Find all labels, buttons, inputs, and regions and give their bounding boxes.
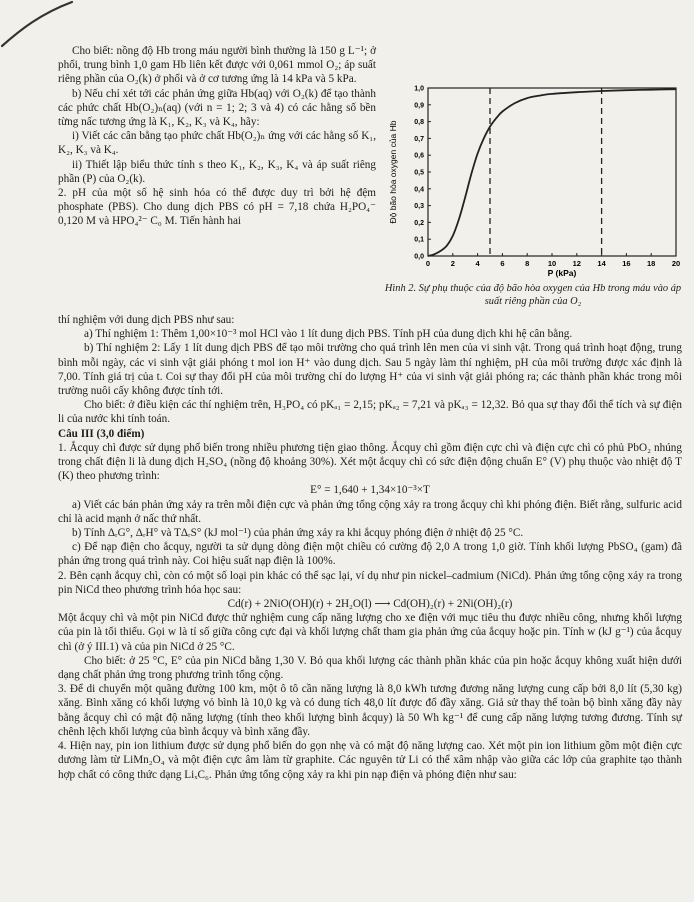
y-tick-label: 0,8: [414, 119, 424, 127]
body-paragraph: a) Thí nghiệm 1: Thêm 1,00×10⁻³ mol HCl vào 1 lít dung dịch PBS. Tính pH của dung dịch khi hệ cân bằng.: [84, 328, 573, 341]
body-paragraph: c) Để nạp điện cho ắcquy, người ta sử dụng dòng điện một chiều có cường độ 2,0 A trong 1,0 giờ. Tính khối lượng PbSO₄ (gam) đã phản ứng trong quá trình này. Coi hiệu suất nạp điện là 100%.: [58, 541, 682, 568]
y-tick-label: 0,5: [414, 169, 424, 177]
body-paragraph: a) Viết các bán phản ứng xảy ra trên mỗi điện cực và phản ứng tổng cộng xảy ra trong ắcquy chì khi phóng điện. Biết rằng, sulfuric acid chỉ là acid mạnh ở nấc thứ nhất.: [58, 498, 682, 525]
body-paragraph: 1. Ắcquy chì được sử dụng phổ biến trong nhiều phương tiện giao thông. Ắcquy chì gồm điện cực chì và điện cực chì có phủ PbO₂ nhúng trong chất điện li là dung dịch H₂SO₄ (nồng độ khoảng 30%). Xét một ắcquy chì có sức điện động chuẩn E° (V) phụ thuộc vào nhiệt độ T (K) theo phương trình:: [58, 441, 682, 483]
body-paragraph: 2. Bên cạnh ắcquy chì, còn có một số loại pin khác có thể sạc lại, ví dụ như pin nickel–cadmium (NiCd). Phản ứng tổng cộng xảy ra trong pin NiCd theo phương trình hóa học sau:: [58, 569, 682, 596]
y-tick-label: 0,1: [414, 236, 424, 244]
body-paragraph: thí nghiệm với dung dịch PBS như sau:: [58, 314, 235, 326]
x-tick-label: 14: [597, 259, 606, 268]
x-tick-label: 10: [547, 259, 557, 268]
x-tick-label: 12: [572, 259, 581, 268]
figure-caption: Hình 2. Sự phụ thuộc của độ bão hòa oxygen của Hb trong máu vào áp suất riêng phần của O₂: [384, 283, 682, 307]
y-tick-label: 0,7: [414, 135, 424, 143]
question-b-i-paragraph: i) Viết các cân bằng tạo phức chất Hb(O₂)ₙ ứng với các hằng số K₁, K₂, K₃ và K₄.: [58, 130, 376, 157]
y-tick-label: 1,0: [414, 85, 424, 93]
y-tick-label: 0,3: [414, 203, 424, 211]
x-tick-label: 6: [500, 259, 505, 268]
x-tick-label: 4: [475, 259, 480, 268]
oxygen-saturation-figure: [384, 80, 684, 280]
given-data-paragraph: Cho biết: nồng độ Hb trong máu người bình thường là 150 g L⁻¹; ở phổi, trung bình 1,0 gam Hb liên kết được với 0,061 mmol O₂; áp suất riêng phần của O₂(k) ở phổi và ở cơ tương ứng là 14 kPa và 5 kPa.: [58, 45, 376, 86]
x-tick-label: 18: [647, 259, 656, 268]
left-column-text: [58, 44, 376, 229]
pbs-intro-paragraph: 2. pH của một số hệ sinh hóa có thể được duy trì bởi hệ đệm phosphate (PBS). Cho dung dịch PBS có pH = 7,18 chứa H₂PO₄⁻ 0,120 M và HPO₄²⁻ C₀ M. Tiến hành hai: [58, 187, 376, 228]
body-paragraph: Một ắcquy chì và một pin NiCd được thử nghiệm cung cấp năng lượng cho xe điện với mục tiêu thu được nhiều công, nhưng khối lượng của pin là tối thiểu. Gọi w là tỉ số giữa công cực đại và khối lượng chất tham gia phản ứng của ắcquy hoặc pin. Tính w (kJ g⁻¹) của ắcquy chì (ở ý III.1) và của pin NiCd ở 25 °C.: [58, 612, 682, 653]
chart-y-axis-label: Độ bão hòa oxygen của Hb: [388, 120, 398, 224]
question-b-ii-paragraph: ii) Thiết lập biểu thức tính s theo K₁, K₂, K₃, K₄ và áp suất riêng phần (P) của O₂(k).: [58, 158, 376, 185]
body-paragraph: Cho biết: ở 25 °C, E° của pin NiCd bằng 1,30 V. Bỏ qua khối lượng các thành phần khác của pin hoặc ắcquy không xuất hiện dưới dạng chất phản ứng trong phương trình tổng cộng.: [58, 654, 682, 682]
x-tick-label: 8: [525, 259, 530, 268]
body-paragraph: 3. Để di chuyển một quãng đường 100 km, một ô tô cần năng lượng là 8,0 kWh tương đương năng lượng cung cấp bởi 8,0 lít (5,30 kg) xăng. Bình xăng có khối lượng vỏ bình là 10,0 kg và có dung tích 48,0 lít được đổ đầy xăng. Giả sử thay thế toàn bộ bình xăng đầy này bằng ắcquy chì có mật độ năng lượng (tính theo khối lượng bình ắcquy) là 50 Wh kg⁻¹ để cung cấp năng lượng tương đương. Tính sự chênh lệch khối lượng của bình ắcquy và bình xăng đầy.: [58, 683, 682, 738]
oxygen-saturation-chart: [384, 80, 684, 280]
body-paragraph: Cd(r) + 2NiO(OH)(r) + 2H₂O(l) ⟶ Cd(OH)₂(r) + 2Ni(OH)₂(r): [227, 598, 513, 611]
x-tick-label: 0: [425, 259, 431, 268]
body-paragraph: Câu III (3,0 điểm): [58, 427, 145, 440]
y-tick-label: 0,6: [414, 152, 424, 160]
y-tick-label: 0,0: [414, 253, 424, 261]
saturation-curve-line: [428, 89, 676, 256]
y-tick-label: 0,9: [414, 102, 424, 110]
x-tick-label: 2: [450, 259, 455, 268]
y-tick-label: 0,4: [414, 186, 424, 194]
body-paragraph: 4. Hiện nay, pin ion lithium được sử dụng phổ biến do gọn nhẹ và có mật độ năng lượng cao. Xét một pin ion lithium gồm một điện cực dương làm từ LiMn₂O₄ và một điện cực âm làm từ graphite. Các nguyên tử Li có thể xâm nhập vào giữa các lớp của graphite tạo thành hợp chất có công thức dạng LiₓC₆. Phản ứng tổng cộng xảy ra khi pin nạp điện và phóng điện như sau:: [58, 740, 682, 781]
y-tick-label: 0,2: [414, 219, 424, 227]
chart-plot-frame: [428, 88, 676, 256]
x-tick-label: 16: [622, 259, 631, 268]
body-paragraph: E° = 1,640 + 1,34×10⁻³×T: [310, 484, 430, 497]
x-tick-label: 20: [671, 259, 681, 268]
body-paragraph: b) Thí nghiệm 2: Lấy 1 lít dung dịch PBS để tạo môi trường cho quá trình lên men của vi sinh vật. Trong quá trình hoạt động, trung bình mỗi ngày, các vi sinh vật giải phóng t mol ion H⁺ vào dung dịch. Sau 5 ngày làm thí nghiệm, pH của môi trường được xác định là 7,00. Tính giá trị của t. Coi sự thay đổi pH của môi trường chỉ do lượng H⁺ của vi sinh vật giải phóng ra; các thành phần khác trong môi trường nuôi cấy không được tính tới.: [58, 342, 682, 398]
ink-stroke-mark: [0, 0, 80, 50]
main-body-text: [58, 313, 682, 782]
body-paragraph: Cho biết: ở điều kiện các thí nghiệm trên, H₃PO₄ có pKₐ₁ = 2,15; pKₐ₂ = 7,21 và pKₐ₃ = 12,32. Bỏ qua sự thay đổi thể tích và sự điện li của nước khi tính toán.: [58, 399, 682, 426]
question-b-paragraph: b) Nếu chỉ xét tới các phản ứng giữa Hb(aq) với O₂(k) để tạo thành các phức chất Hb(O₂)ₙ(aq) (với n = 1; 2; 3 và 4) có các hằng số bền từng nấc tương ứng là K₁, K₂, K₃ và K₄, hãy:: [58, 87, 376, 129]
body-paragraph: b) Tính ΔᵣG°, ΔᵣH° và TΔᵣS° (kJ mol⁻¹) của phản ứng xảy ra khi ắcquy phóng điện ở nhiệt độ 25 °C.: [72, 527, 524, 540]
chart-x-axis-label: P (kPa): [547, 268, 577, 278]
